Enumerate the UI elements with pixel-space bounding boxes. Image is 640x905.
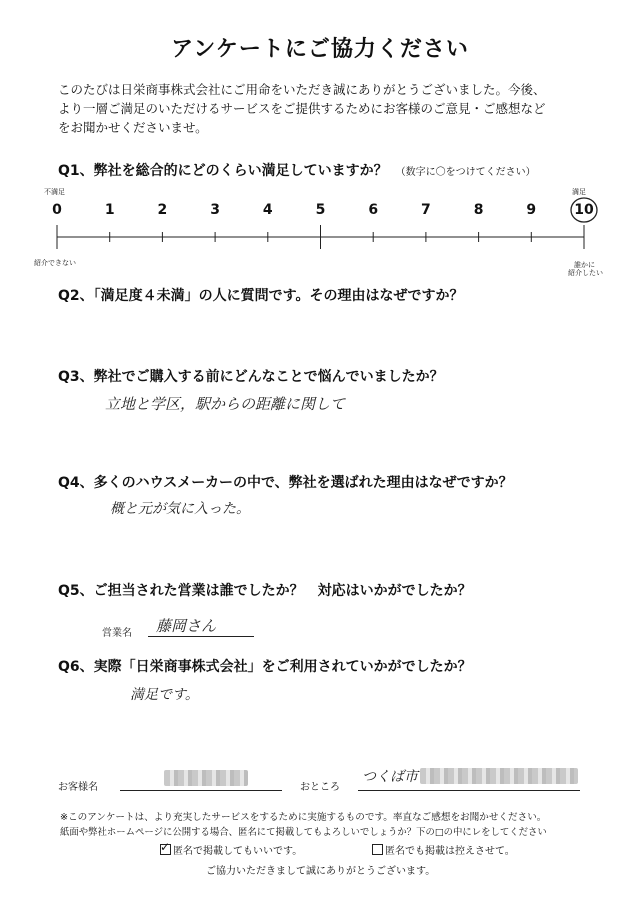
scale-label-recommend-2: 紹介したい <box>568 269 603 277</box>
footer-note-1: ※このアンケートは、より充実したサービスをするために実施するものです。率直なご感想をお聞かせください。 <box>60 812 547 823</box>
thanks-text: ご協力いただきまして誠にありがとうございます。 <box>206 866 436 877</box>
rating-option-0[interactable]: 0 <box>52 202 62 218</box>
rating-option-7[interactable]: 7 <box>421 202 431 218</box>
address-label: おところ <box>300 782 340 793</box>
q1-text: Q1、弊社を総合的にどのくらい満足していますか？ <box>58 163 388 179</box>
q5-text: Q5、ご担当された営業は誰でしたか？ 対応はいかがでしたか？ <box>58 583 472 599</box>
intro-line-2: より一層ご満足のいただけるサービスをご提供するためにお客様のご意見・ご感想など <box>58 101 546 116</box>
footer-note-2: 紙面や弊社ホームページに公開する場合、匿名にて掲載してもよろしいでしょうか？下の□の中にレをしてください <box>60 827 547 838</box>
q1-note: （数字に〇をつけてください） <box>395 167 536 178</box>
q4-text: Q4、多くのハウスメーカーの中で、弊社を選ばれた理由はなぜですか？ <box>58 475 513 491</box>
rating-option-10[interactable]: 10 <box>574 202 594 218</box>
rating-option-8[interactable]: 8 <box>473 202 484 218</box>
intro-line-1: このたびは日栄商事株式会社にご用命をいただき誠にありがとうございました。今後、 <box>58 82 546 97</box>
customer-name-redacted <box>164 770 248 786</box>
anonymous-decline-option <box>372 842 515 857</box>
scale-label-satisfied: 満足 <box>572 188 586 196</box>
q4-answer: 概と元が気に入った。 <box>110 501 250 517</box>
sales-name-answer: 藤岡さん <box>156 617 217 635</box>
address-redacted <box>420 768 578 784</box>
customer-name-underline <box>120 790 282 791</box>
scale-label-recommend-1: 誰かに <box>574 261 595 269</box>
rating-option-3[interactable]: 3 <box>210 202 220 218</box>
address-city: つくば市 <box>362 769 418 785</box>
rating-option-5[interactable]: 5 <box>315 202 326 218</box>
scale-label-cannot-recommend: 紹介できない <box>34 259 76 267</box>
rating-option-4[interactable]: 4 <box>262 202 273 218</box>
anonymous-ok-checkbox[interactable] <box>160 840 171 855</box>
rating-option-2[interactable]: 2 <box>157 202 168 218</box>
check-mark-icon: ✓ <box>160 840 171 854</box>
anonymous-decline-checkbox[interactable] <box>372 844 383 855</box>
anonymous-decline-label: 匿名でも掲載は控えさせて。 <box>385 846 515 857</box>
q3-answer: 立地と学区，駅からの距離に関して <box>105 395 346 413</box>
selected-rating-circle <box>571 198 597 222</box>
address-underline <box>358 790 580 791</box>
q6-answer: 満足です。 <box>130 687 199 703</box>
rating-option-1[interactable]: 1 <box>104 202 115 218</box>
customer-name-label: お客様名 <box>58 782 98 793</box>
rating-option-6[interactable]: 6 <box>368 202 379 218</box>
anonymous-ok-label: 匿名で掲載してもいいです。 <box>173 846 303 857</box>
sales-name-label: 営業名 <box>102 628 132 639</box>
page-title: アンケートにご協力ください <box>171 37 469 62</box>
intro-line-3: をお聞かせくださいませ。 <box>58 120 208 135</box>
scale-label-dissatisfied: 不満足 <box>44 188 65 196</box>
sales-name-underline <box>148 636 254 637</box>
anonymous-ok-option <box>160 842 302 857</box>
q6-text: Q6、実際「日栄商事株式会社」をご利用されていかがでしたか？ <box>58 659 472 675</box>
q3-text: Q3、弊社でご購入する前にどんなことで悩んでいましたか？ <box>58 369 444 385</box>
rating-option-9[interactable]: 9 <box>526 202 537 218</box>
rating-scale-ticks <box>57 225 584 249</box>
q2-text: Q2、「満足度４未満」の人に質問です。その理由はなぜですか？ <box>58 288 464 304</box>
